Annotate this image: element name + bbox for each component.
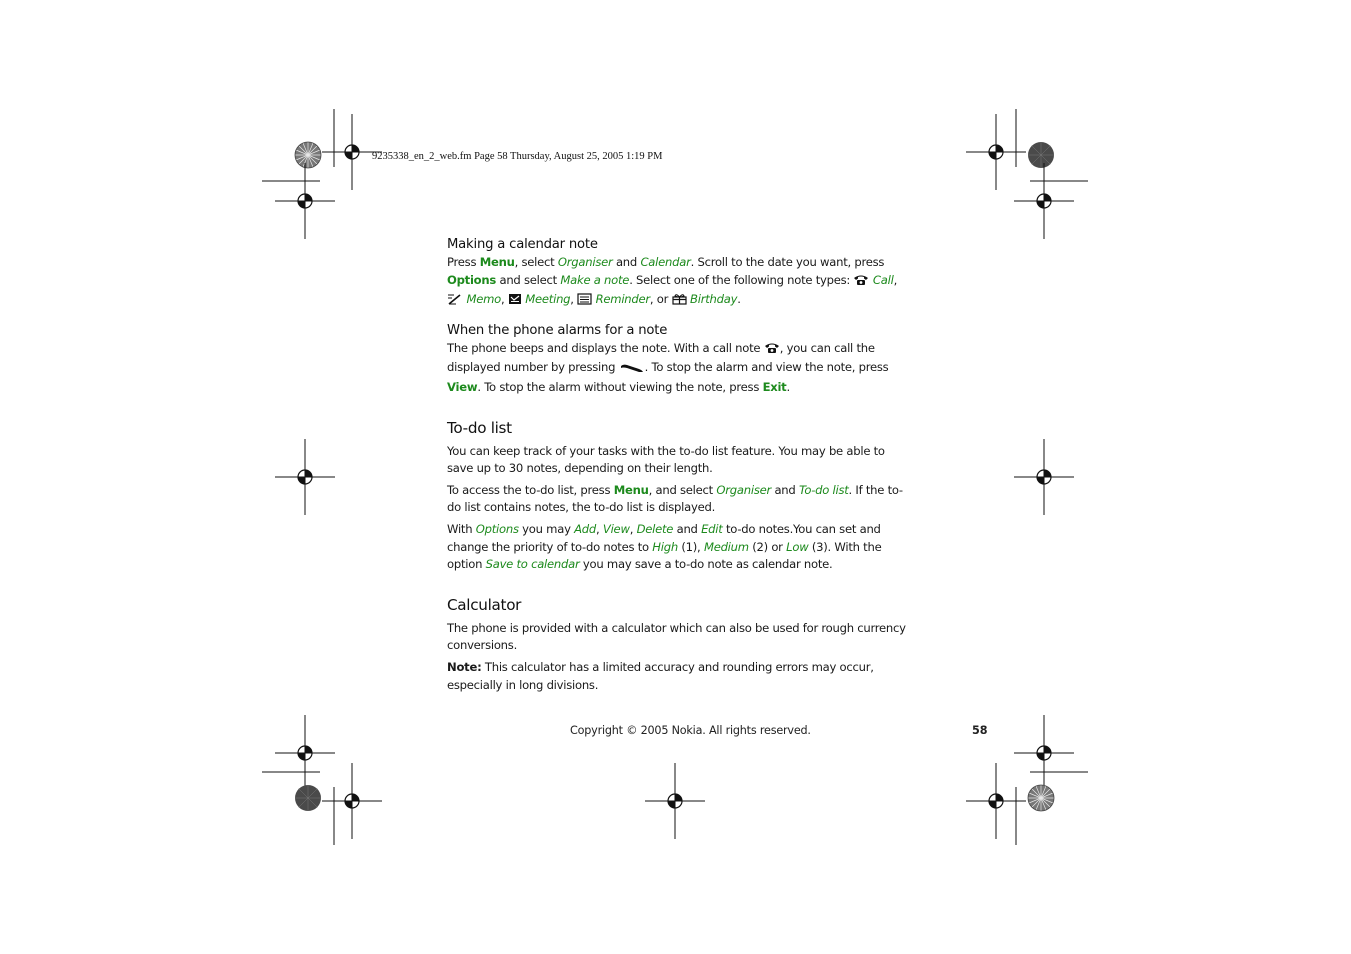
view-softkey: View: [447, 379, 478, 394]
text: This calculator has a limited accuracy and rounding errors may occur,: [481, 659, 874, 674]
text: and: [673, 521, 702, 536]
organiser-menu-item: Organiser: [716, 482, 772, 497]
text: ,: [893, 272, 898, 287]
medium-priority-item: Medium: [703, 539, 749, 554]
text: change the priority of to-do notes to: [447, 539, 653, 554]
text: , you can call the: [779, 340, 875, 355]
exit-softkey: Exit: [762, 379, 787, 394]
high-priority-item: High: [652, 539, 678, 554]
birthday-note-type: Birthday: [690, 292, 738, 307]
organiser-menu-item: Organiser: [557, 255, 613, 269]
calculator-paragraph: [447, 620, 907, 655]
add-item: Add: [574, 521, 597, 536]
text: To access the to-do list, press: [447, 482, 614, 497]
low-priority-item: Low: [786, 539, 809, 554]
call-key-icon: [619, 361, 645, 379]
text: , or: [649, 292, 672, 307]
text: . Select one of the following note types:: [629, 272, 854, 287]
text: With: [447, 521, 476, 536]
page-content: [447, 236, 907, 694]
text: .: [737, 292, 741, 307]
memo-note-type: Memo: [466, 292, 501, 307]
reminder-note-type: Reminder: [595, 292, 650, 307]
page-number: 58: [972, 724, 988, 737]
todo-heading: To-do list: [447, 418, 512, 437]
text: .: [786, 379, 790, 394]
view-item: View: [602, 521, 630, 536]
text: you may save a to-do note as calendar note.: [579, 557, 833, 572]
todo-paragraph-2: [447, 482, 907, 517]
making-note-paragraph: [447, 254, 907, 311]
options-item: Options: [475, 521, 519, 536]
menu-softkey: Menu: [479, 255, 515, 269]
edit-item: Edit: [701, 521, 723, 536]
text: ,: [629, 521, 637, 536]
text: . Scroll to the date you want, press: [690, 255, 885, 269]
text: Press: [447, 255, 480, 269]
text: save up to 30 notes, depending on their length.: [447, 461, 713, 476]
text: to-do notes.You can set and: [722, 521, 881, 536]
text: and select: [496, 272, 561, 287]
text: do list contains notes, the to-do list is displayed.: [447, 500, 716, 515]
text: , select: [514, 255, 558, 269]
text: You can keep track of your tasks with the to-do list feature. You may be able to: [447, 443, 885, 458]
text: The phone is provided with a calculator which can also be used for rough currency: [447, 620, 906, 635]
calculator-note: [447, 659, 907, 694]
file-info-header: 9235338_en_2_web.fm Page 58 Thursday, August 25, 2005 1:19 PM: [372, 151, 663, 162]
options-softkey: Options: [447, 272, 497, 287]
todo-list-menu-item: To-do list: [798, 482, 849, 497]
text: (2) or: [748, 539, 787, 554]
calendar-menu-item: Calendar: [640, 255, 691, 269]
alarm-note-paragraph: [447, 340, 907, 397]
text: , and select: [648, 482, 717, 497]
call-note-icon: [764, 342, 780, 360]
save-to-calendar-item: Save to calendar: [485, 557, 580, 572]
text: (1),: [677, 539, 704, 554]
text: and: [771, 482, 799, 497]
note-label: Note:: [447, 659, 482, 674]
call-note-type: Call: [872, 272, 894, 287]
text: . To stop the alarm without viewing the note, press: [477, 379, 763, 394]
reminder-note-icon: [577, 293, 592, 311]
text: (3). With the: [808, 539, 882, 554]
text: conversions.: [447, 638, 518, 653]
meeting-note-type: Meeting: [525, 292, 571, 307]
text: ,: [596, 521, 603, 536]
alarm-note-heading: When the phone alarms for a note: [447, 322, 668, 338]
text: displayed number by pressing: [447, 360, 619, 375]
text: and: [612, 255, 641, 269]
text: . If the to-: [848, 482, 903, 497]
text: ,: [500, 292, 508, 307]
todo-paragraph-3: [447, 521, 907, 574]
call-note-icon: [853, 274, 869, 292]
delete-item: Delete: [636, 521, 674, 536]
text: The phone beeps and displays the note. With a call note: [447, 340, 764, 355]
copyright-footer: Copyright © 2005 Nokia. All rights reserved.: [570, 724, 811, 737]
meeting-note-icon: [508, 293, 522, 311]
menu-softkey: Menu: [613, 482, 649, 497]
make-a-note-item: Make a note: [560, 272, 630, 287]
text: option: [447, 557, 486, 572]
text: you may: [518, 521, 575, 536]
making-note-heading: Making a calendar note: [447, 237, 598, 252]
text: especially in long divisions.: [447, 677, 599, 692]
text: ,: [570, 292, 578, 307]
text: . To stop the alarm and view the note, press: [644, 360, 889, 375]
todo-paragraph-1: [447, 443, 907, 478]
birthday-note-icon: [672, 293, 687, 311]
memo-note-icon: [447, 293, 463, 311]
calculator-heading: Calculator: [447, 595, 522, 614]
